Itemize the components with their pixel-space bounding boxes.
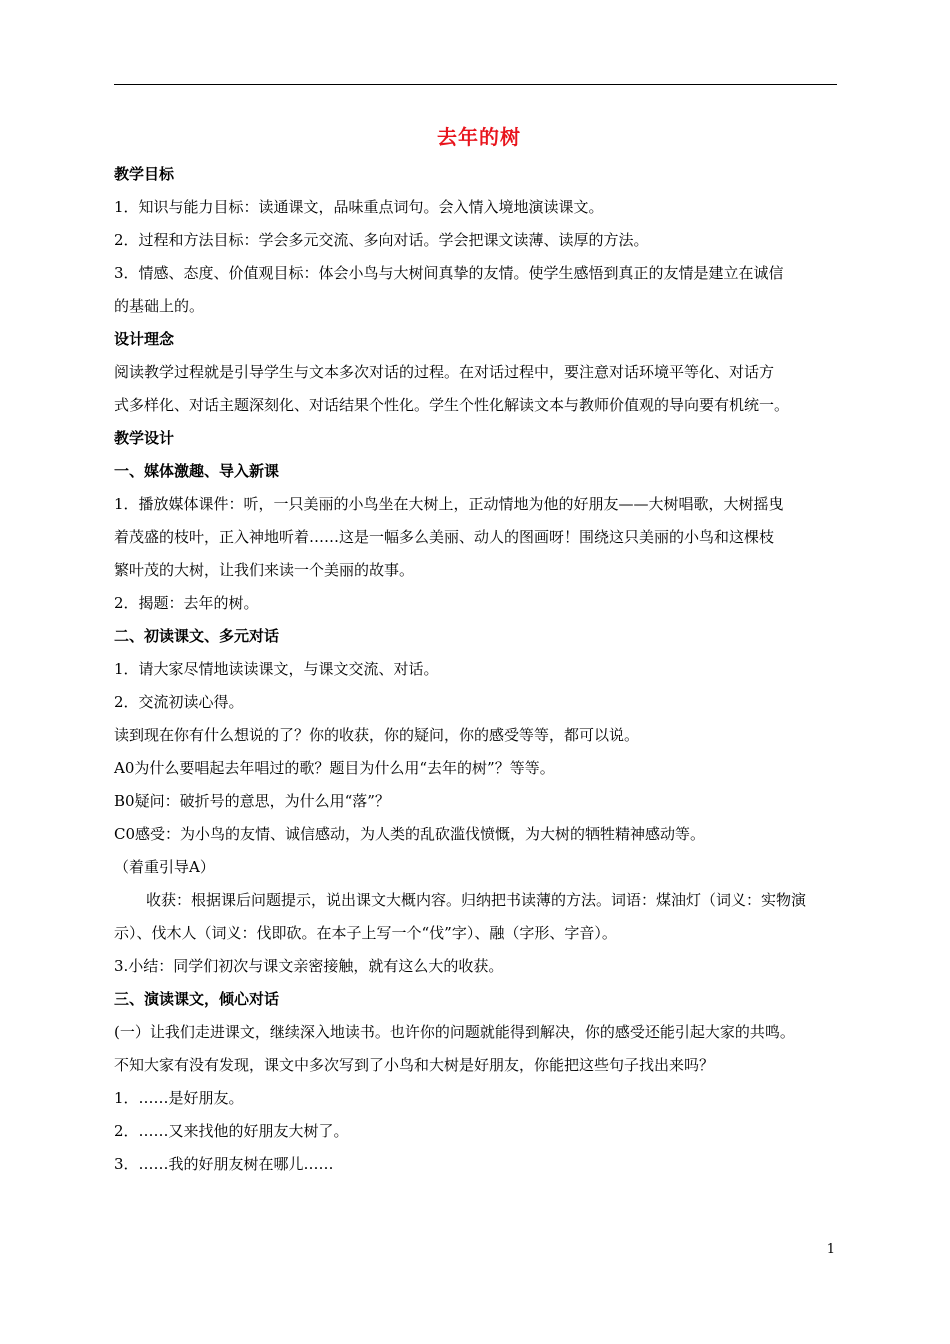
goal-item: 1．知识与能力目标：读通课文，品味重点词句。会入情入境地演读课文。 — [114, 198, 604, 216]
paragraph-line: 1．播放媒体课件：听，一只美丽的小鸟坐在大树上，正动情地为他的好朋友——大树唱歌，大树摇曳 — [114, 495, 784, 513]
paragraph-line: 收获：根据课后问题提示，说出课文大概内容。归纳把书读薄的方法。词语：煤油灯（词义：实物演 — [146, 891, 807, 909]
paragraph-line: 3.小结：同学们初次与课文亲密接触，就有这么大的收获。 — [114, 957, 504, 975]
paragraph-line: 读到现在你有什么想说的了？你的收获，你的疑问，你的感受等等，都可以说。 — [114, 726, 640, 744]
list-item: 3．……我的好朋友树在哪儿…… — [114, 1155, 334, 1173]
paragraph-line: C0感受：为小鸟的友情、诚信感动，为人类的乱砍滥伐愤慨，为大树的牺牲精神感动等。 — [114, 825, 706, 843]
paragraph-line: （着重引导A） — [114, 858, 215, 876]
list-item: 2．……又来找他的好朋友大树了。 — [114, 1122, 349, 1140]
paragraph-line: 1．请大家尽情地读读课文，与课文交流、对话。 — [114, 660, 439, 678]
goal-item: 3．情感、态度、价值观目标：体会小鸟与大树间真挚的友情。使学生感悟到真正的友情是建立在诚信 — [114, 264, 784, 282]
list-item: 1．……是好朋友。 — [114, 1089, 244, 1107]
paragraph-line: 着茂盛的枝叶，正入神地听着……这是一幅多么美丽、动人的图画呀！围绕这只美丽的小鸟和这棵枝 — [114, 528, 775, 546]
page-number: 1 — [826, 1242, 835, 1257]
paragraph-line: 繁叶茂的大树，让我们来读一个美丽的故事。 — [114, 561, 415, 579]
paragraph-line: 式多样化、对话主题深刻化、对话结果个性化。学生个性化解读文本与教师价值观的导向要有机统一。 — [114, 396, 790, 414]
document-body — [114, 120, 844, 1181]
goal-item: 2．过程和方法目标：学会多元交流、多向对话。学会把课文读薄、读厚的方法。 — [114, 231, 649, 249]
paragraph-line: B0疑问：破折号的意思，为什么用“落”？ — [114, 792, 390, 810]
header-rule — [114, 84, 837, 85]
section-heading-design: 教学设计 — [114, 429, 175, 447]
document-title: 去年的树 — [437, 125, 521, 149]
section-heading-concept: 设计理念 — [114, 330, 175, 348]
section-heading-goals: 教学目标 — [114, 165, 175, 183]
goal-item-continued: 的基础上的。 — [114, 297, 205, 315]
paragraph-line: 2．揭题：去年的树。 — [114, 594, 259, 612]
paragraph-line: A0为什么要唱起去年唱过的歌？题目为什么用“去年的树”？等等。 — [114, 759, 555, 777]
paragraph-line: (一）让我们走进课文，继续深入地读书。也许你的问题就能得到解决，你的感受还能引起大家的共鸣。 — [114, 1023, 795, 1041]
paragraph-line: 2．交流初读心得。 — [114, 693, 244, 711]
paragraph-line: 示）、伐木人（词义：伐即砍。在本子上写一个“伐”字）、融（字形、字音）。 — [114, 924, 617, 942]
paragraph-line: 阅读教学过程就是引导学生与文本多次对话的过程。在对话过程中，要注意对话环境平等化、对话方 — [114, 363, 775, 381]
paragraph-line: 不知大家有没有发现，课文中多次写到了小鸟和大树是好朋友，你能把这些句子找出来吗？ — [114, 1056, 715, 1074]
subsection-heading-part2: 二、初读课文、多元对话 — [114, 627, 280, 645]
subsection-heading-part3: 三、演读课文，倾心对话 — [114, 990, 280, 1008]
subsection-heading-part1: 一、媒体激趣、导入新课 — [114, 462, 280, 480]
